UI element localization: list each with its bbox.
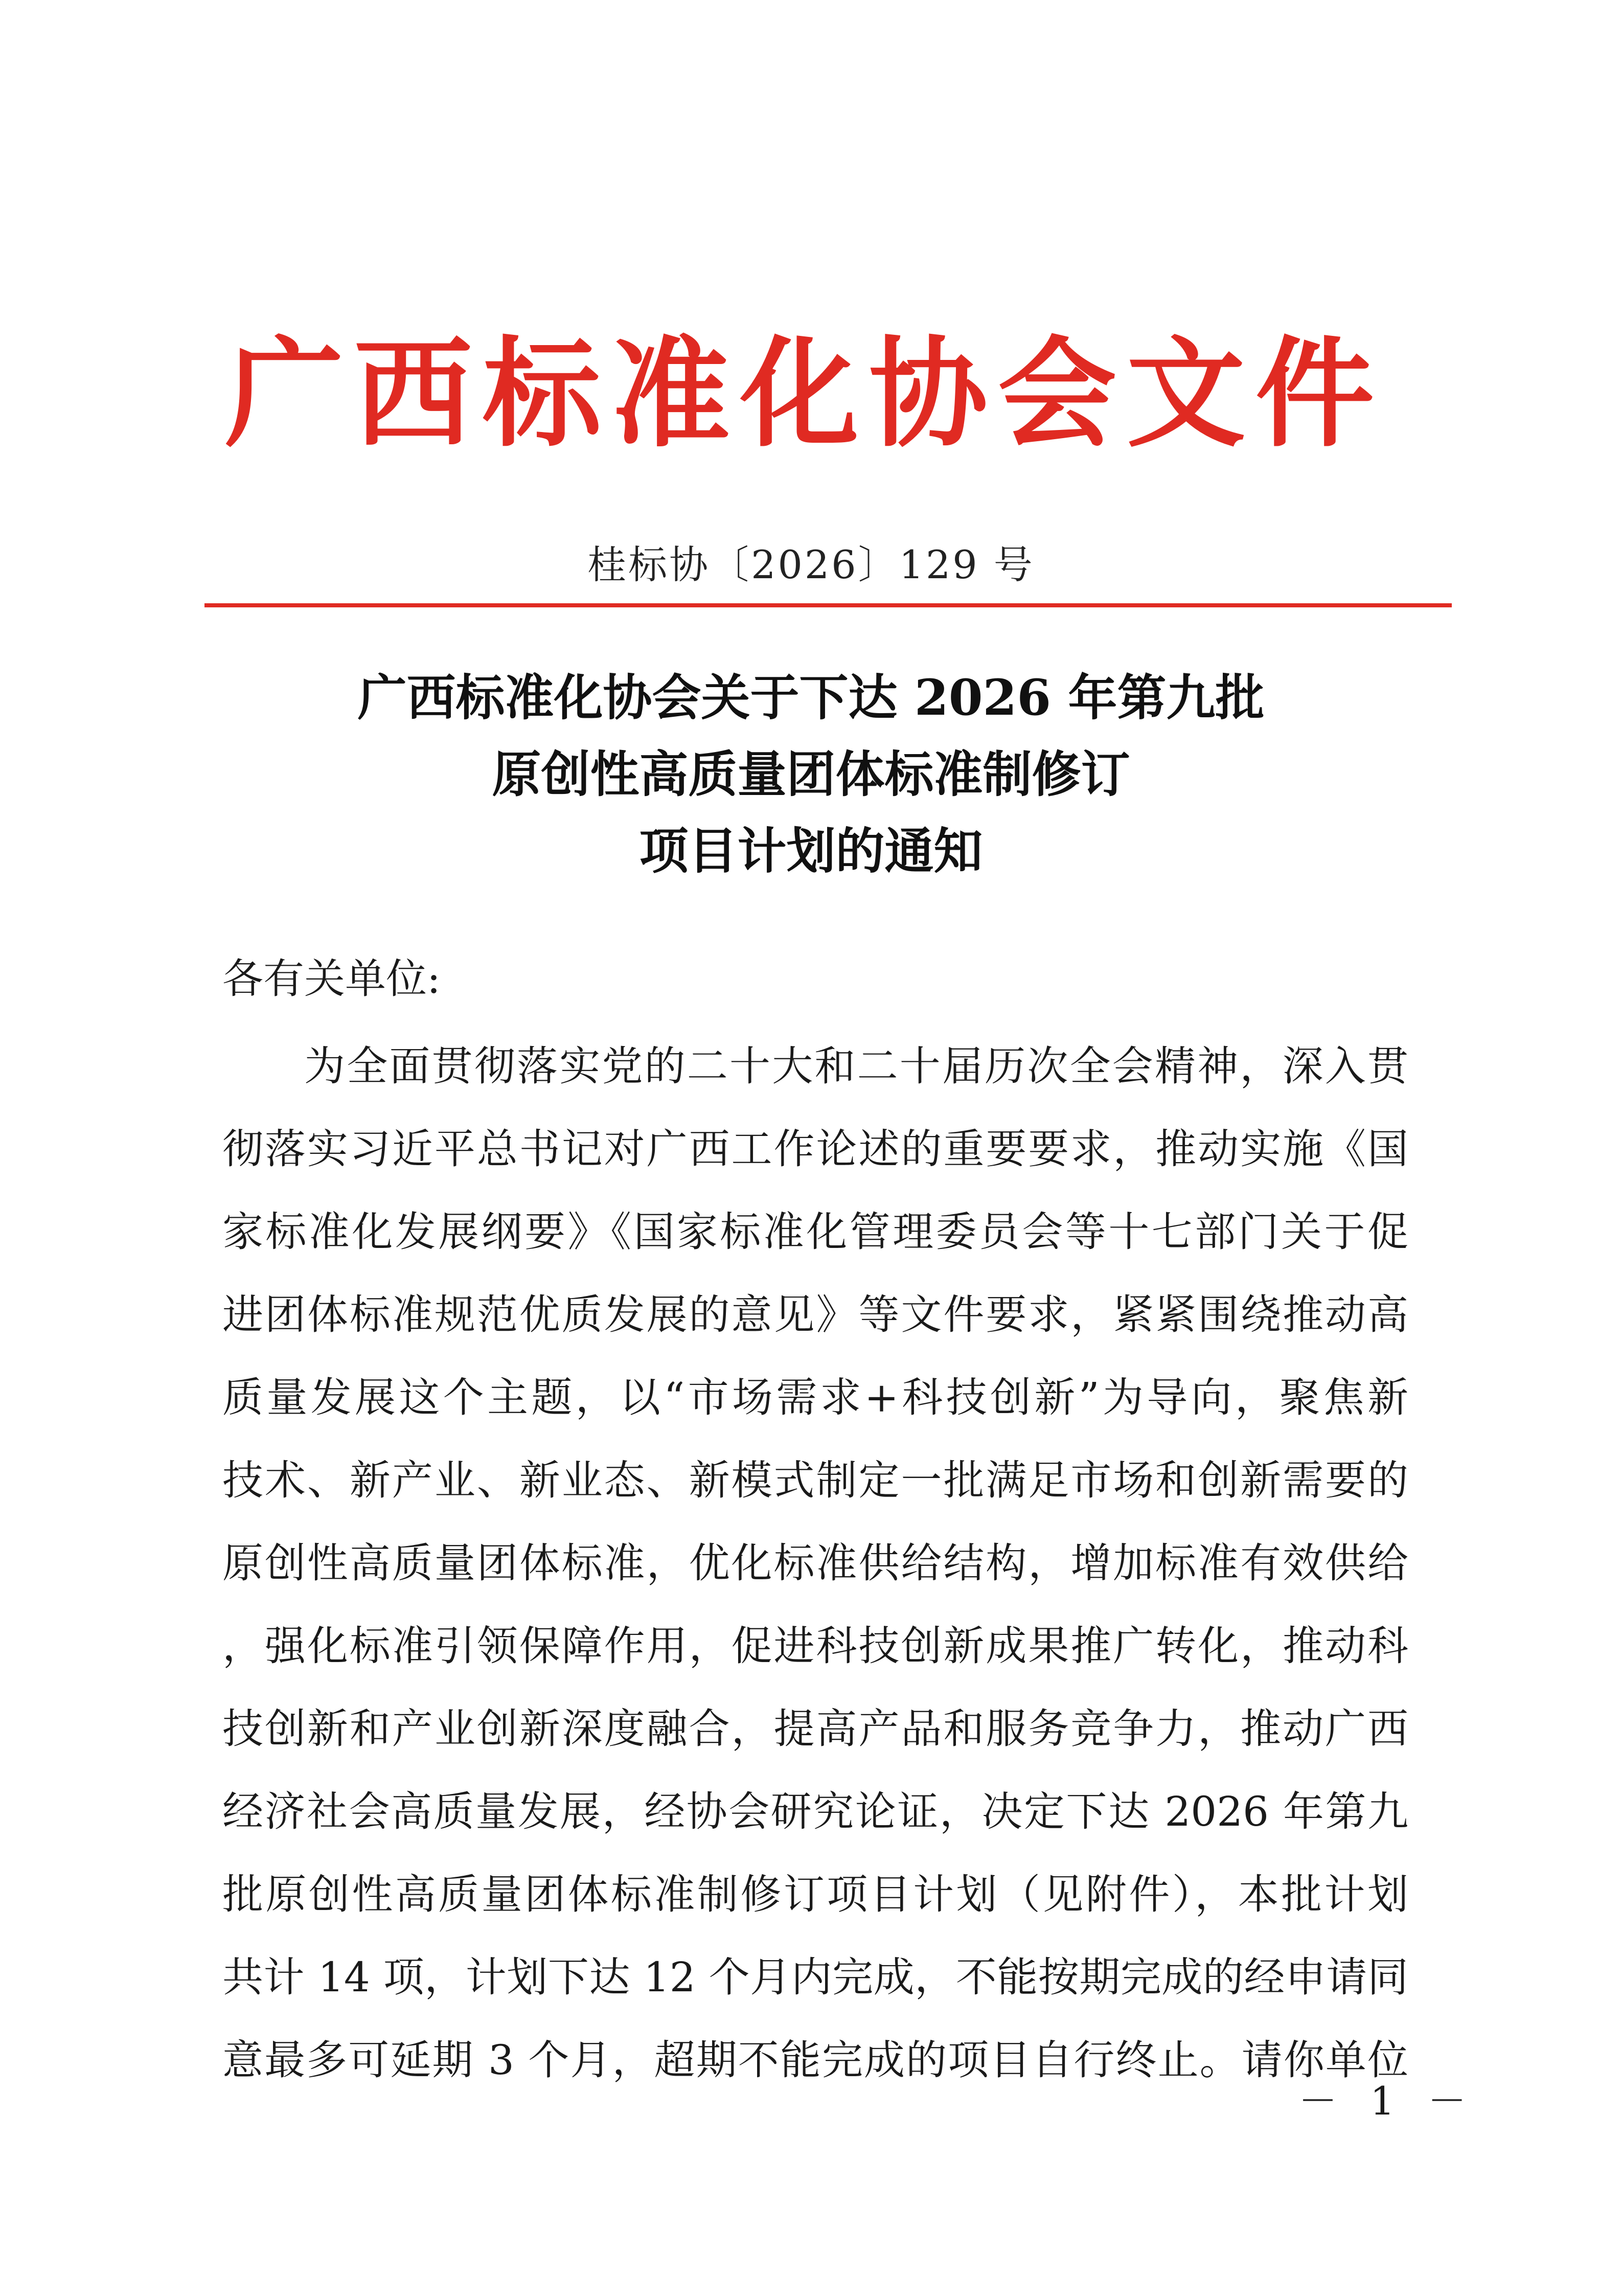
document-title-line-1: 广西标准化协会关于下达 2026 年第九批 bbox=[357, 669, 1265, 726]
body-line: 经济社会高质量发展，经协会研究论证，决定下达 2026 年第九 bbox=[222, 1788, 1408, 1835]
page-number: － 1 － bbox=[1298, 2078, 1477, 2124]
salutation: 各有关单位: bbox=[222, 955, 441, 1003]
body-line: 原创性高质量团体标准，优化标准供给结构，增加标准有效供给 bbox=[222, 1539, 1408, 1587]
document-title-line-3: 项目计划的通知 bbox=[639, 822, 983, 880]
document-title-line-2: 原创性高质量团体标准制修订 bbox=[492, 745, 1130, 803]
body-line: 批原创性高质量团体标准制修订项目计划（见附件），本批计划 bbox=[222, 1871, 1408, 1918]
document-title bbox=[0, 660, 1622, 890]
body-line: 技术、新产业、新业态、新模式制定一批满足市场和创新需要的 bbox=[222, 1457, 1408, 1504]
body-line: 彻落实习近平总书记对广西工作论述的重要要求，推动实施《国 bbox=[222, 1125, 1408, 1173]
document-number: 桂标协〔2026〕129 号 bbox=[587, 542, 1035, 587]
body-line: 技创新和产业创新深度融合，提高产品和服务竞争力，推动广西 bbox=[222, 1705, 1408, 1753]
body-line: 进团体标准规范优质发展的意见》等文件要求，紧紧围绕推动高 bbox=[222, 1291, 1408, 1338]
body-line: ，强化标准引领保障作用，促进科技创新成果推广转化，推动科 bbox=[222, 1622, 1408, 1670]
body-line: 家标准化发展纲要》《国家标准化管理委员会等十七部门关于促 bbox=[222, 1208, 1408, 1256]
body-line: 为全面贯彻落实党的二十大和二十届历次全会精神，深入贯 bbox=[304, 1042, 1408, 1090]
header-red-divider bbox=[204, 603, 1452, 607]
issuing-organization-header: 广西标准化协会文件 bbox=[225, 324, 1385, 463]
body-line: 意最多可延期 3 个月，超期不能完成的项目自行终止。请你单位 bbox=[222, 2036, 1408, 2084]
body-paragraph bbox=[222, 1025, 1408, 2102]
body-line: 质量发展这个主题，以“市场需求+科技创新”为导向，聚焦新 bbox=[222, 1374, 1408, 1421]
body-line: 共计 14 项，计划下达 12 个月内完成，不能按期完成的经申请同 bbox=[222, 1953, 1408, 2001]
